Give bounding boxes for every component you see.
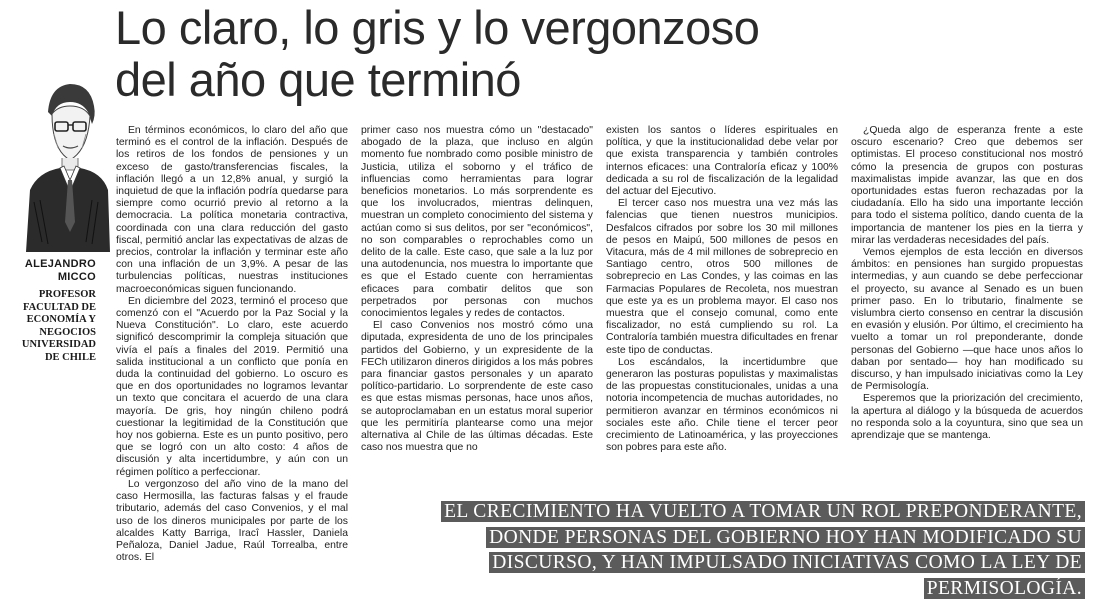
- author-role-line: NEGOCIOS: [39, 326, 96, 338]
- title-line-1: Lo claro, lo gris y lo vergonzoso: [115, 1, 760, 54]
- paragraph: primer caso nos muestra cómo un "destacado" abogado de la plaza, que incluso en algún momento fue nombrado como posible ministro de Justicia, utiliza el soborno y el tráfico de influencias como herramientas para lograr beneficios monetarios. Lo más sorprendente es que los involucrados, mientras delinquen, muestran un completo conocimiento del sistema y actúan como si sus delitos, por ser "económicos", no son comparables o reprochables como un delito de la calle. Este caso, que sale a la luz por una autodenuncia, nos muestra lo importante que es que el Estado cuente con herramientas eficaces para combatir delitos que son perpetrados por personas con muchos conocimientos legales y redes de contactos.: [361, 125, 593, 320]
- paragraph: El tercer caso nos muestra una vez más las falencias que tienen nuestros municipios. Desfalcos cifrados por sobre los 30 mil millones de pesos en Maipú, 500 millones de pesos en Vitacura, más de 4 mil millones de sobreprecio en Santiago centro, otros 500 millones de sobreprecio en Las Condes, y las coimas en las Farmacias Populares de Recoleta, nos muestran que este ya es un problema mayor. El caso nos muestra que el consejo comunal, como ente fiscalizador, no está cumpliendo su rol. La Contraloría también muestra dificultades en frenar este tipo de conductas.: [606, 198, 838, 356]
- article-column-3: [606, 125, 838, 454]
- paragraph: En diciembre del 2023, terminó el proceso que comenzó con el "Acuerdo por la Paz Social y la Nueva Constitución". Lo claro, este acuerdo significó descomprimir la compleja situación que vivía el país a finales del 2019. Permitió una salida institucional a un conflicto que ponía en duda la continuidad del gobierno. Lo oscuro es que en dos oportunidades no logramos levantar un texto que concitara el acuerdo de una clara mayoría. De gris, hoy ningún chileno podrá cuestionar la legitimidad de la Constitución que hoy nos gobierna. Este es un punto positivo, pero que se logró con un alto costo: 4 años de discusión y alta incertidumbre, y aún con un régimen político a perfeccionar.: [116, 295, 348, 478]
- author-name: [10, 258, 96, 284]
- paragraph: Lo vergonzoso del año vino de la mano del caso Hermosilla, las facturas falsas y el fraude tributario, además del caso Convenios, y el mal uso de los dineros municipales por parte de los alcaldes Katty Barriga, Iracî Hassler, Daniela Peñaloza, Daniel Jadue, Raúl Torrealba, entre otros. El: [116, 478, 348, 564]
- author-portrait-icon: [22, 72, 110, 252]
- paragraph: Vemos ejemplos de esta lección en diversos ámbitos: en pensiones han surgido propuestas intermedias, y aun cuando se debe perfeccionar el proyecto, su avance al Senado es un buen primer paso. En lo tributario, finalmente se vislumbra cierto consenso en centrar la discusión en evasión y elusión. Por último, el crecimiento ha vuelto a tomar un rol preponderante, donde personas del Gobierno —que hace unos años lo daban por sentado— hoy han modificado su discurso, y han impulsado iniciativas como la Ley de Permisología.: [851, 247, 1083, 393]
- paragraph: El caso Convenios nos mostró cómo una diputada, expresidenta de uno de los principales partidos del Gobierno, y un expresidente de la FECh utilizaron dineros dirigidos a los más pobres para financiar gastos personales y un aparato político-partidario. Lo sorprendente de este caso es que estas mismas personas, hace unos años, se autoproclamaban en un estatus moral superior que les permitiría plantearse como una mejor alternativa al Chile de las últimas décadas. Este caso nos muestra que no: [361, 320, 593, 454]
- author-role-line: ECONOMÍA Y: [26, 314, 96, 325]
- pull-quote: [380, 499, 1085, 601]
- author-last-name: MICCO: [57, 271, 96, 283]
- pull-quote-text: EL CRECIMIENTO HA VUELTO A TOMAR UN ROL PREPONDERANTE, DONDE PERSONAS DEL GOBIERNO HOY HAN MODIFICADO SU DISCURSO, Y HAN IMPULSADO INICIATIVAS COMO LA LEY DE PERMISOLOGÍA.: [441, 501, 1085, 599]
- author-role-line: PROFESOR: [38, 289, 96, 300]
- paragraph: Los escándalos, la incertidumbre que generaron las posturas populistas y maximalistas de las propuestas constitucionales, unidas a una notoria incompetencia de muchas autoridades, no permitieron avanzar en términos económicos ni sociales este año. Chile tiene el tercer peor crecimiento de Latinoamérica, y las proyecciones son pobres para este año.: [606, 356, 838, 454]
- paragraph: ¿Queda algo de esperanza frente a este oscuro escenario? Creo que debemos ser optimistas. El proceso constitucional nos mostró cómo la presencia de grupos con posturas maximalistas impide avanzar, las que en dos oportunidades estas fueron rechazadas por la ciudadanía. Ello ha sido una importante lección para todo el sistema político, dando cuenta de la importancia de mantener los pies en la tierra y mirar las verdaderas necesidades del país.: [851, 125, 1083, 246]
- article-title: [115, 2, 875, 106]
- author-role-line: FACULTAD DE: [22, 301, 96, 313]
- article-column-2: [361, 125, 593, 454]
- paragraph: En términos económicos, lo claro del año que terminó es el control de la inflación. Después de los retiros de los fondos de pensiones y un exceso de gasto/transferencias fiscales, la inflación llegó a un 12,8% anual, y surgió la inquietud de que la inflación podría quedarse para siempre como ocurrió previo al retorno a la democracia. La política monetaria contractiva, coordinada con una clara reducción del gasto fiscal, permitió anclar las expectativas de alzas de precios, controlar la inflación y terminar este año con una inflación de un 3,9%. A pesar de las turbulencias políticas, nuestras instituciones macroeconómicas siguen funcionando.: [116, 125, 348, 295]
- title-line-2: del año que terminó: [115, 53, 521, 106]
- article-column-1: [116, 125, 348, 564]
- author-affiliation: [8, 289, 96, 364]
- article-column-4: [851, 125, 1083, 442]
- author-role-line: UNIVERSIDAD: [21, 339, 96, 350]
- author-first-name: ALEJANDRO: [24, 258, 96, 270]
- paragraph: Esperemos que la priorización del crecimiento, la apertura al diálogo y la búsqueda de acuerdos no responda solo a la coyuntura, sino que sea un aprendizaje que se mantenga.: [851, 393, 1083, 442]
- paragraph: existen los santos o líderes espirituales en política, y que la institucionalidad debe velar por que exista transparencia y también controles internos eficaces: una Contraloría eficaz y 100% dedicada a su rol de fiscalización de la legalidad del actuar del Ejecutivo.: [606, 125, 838, 198]
- author-role-line: DE CHILE: [44, 351, 96, 363]
